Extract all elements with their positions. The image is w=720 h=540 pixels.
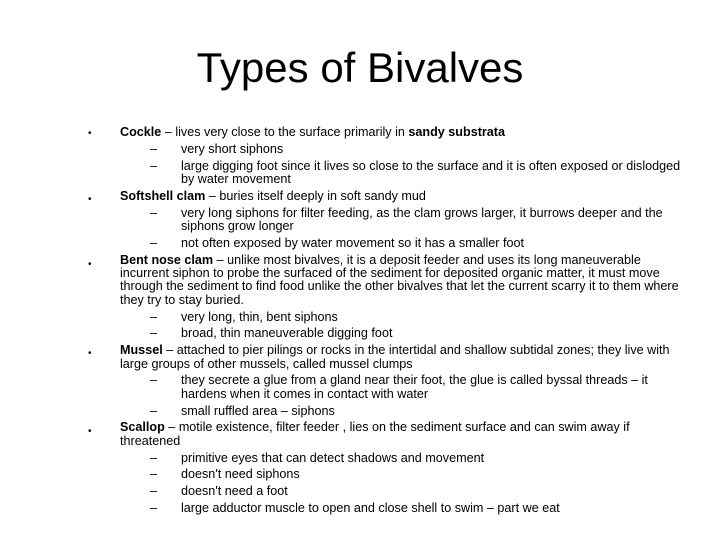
bivalve-list	[120, 126, 685, 519]
sub-item-text: primitive eyes that can detect shadows and movement	[181, 450, 485, 465]
sub-item	[120, 207, 685, 234]
entry-separator: –	[205, 188, 220, 203]
dash-marker: –	[150, 467, 158, 482]
entry-description-bold: sandy substrata	[408, 125, 505, 139]
dash-marker: –	[150, 501, 158, 515]
dash-marker: –	[150, 326, 158, 341]
entry-name: Cockle	[120, 125, 162, 139]
sub-item-text: large digging foot since it lives so close to the surface and it is often exposed or dislodged by water movement	[181, 158, 681, 186]
dash-marker: –	[150, 158, 158, 173]
dash-marker: –	[150, 484, 158, 499]
sub-item	[120, 311, 685, 324]
sub-item-text: broad, thin maneuverable digging foot	[181, 326, 393, 341]
entry-heading	[120, 344, 685, 371]
sub-item-text: very long, thin, bent siphons	[181, 309, 338, 324]
entry-separator: –	[161, 125, 176, 139]
slide-title: Types of Bivalves	[196, 44, 524, 91]
sub-item	[120, 327, 685, 340]
bullet-cockle: •	[88, 128, 92, 139]
sub-item	[120, 143, 685, 156]
bullet-scallop: •	[88, 426, 92, 437]
entry-name: Softshell clam	[120, 188, 206, 203]
bullet-bent-nose-clam: •	[88, 259, 92, 270]
entry-description: buries itself deeply in soft sandy mud	[219, 188, 426, 203]
entry-name: Bent nose clam	[120, 252, 214, 267]
sub-item-text: large adductor muscle to open and close shell to swim – part we eat	[181, 501, 560, 515]
sub-item-text: doesn't need siphons	[181, 467, 300, 482]
sub-item	[120, 452, 685, 465]
entry-heading	[120, 254, 685, 308]
dash-marker: –	[150, 309, 158, 324]
sub-item-text: small ruffled area – siphons	[181, 403, 335, 418]
entry-cockle	[120, 126, 685, 186]
sub-item-text: not often exposed by water movement so it has a smaller foot	[181, 235, 525, 250]
dash-marker: –	[150, 373, 158, 388]
entry-description: attached to pier pilings or rocks in the intertidal and shallow subtidal zones; they live with large groups of other mussels, called mussel clumps	[120, 343, 670, 371]
entry-heading	[120, 126, 685, 139]
entry-separator: –	[164, 420, 179, 435]
dash-marker: –	[150, 403, 158, 418]
sub-item	[120, 374, 685, 401]
dash-marker: –	[150, 450, 158, 465]
sub-item	[120, 468, 685, 481]
sub-item-text: they secrete a glue from a gland near their foot, the glue is called byssal threads – it hardens when it comes in contact with water	[181, 373, 648, 401]
sub-item-text: doesn't need a foot	[181, 484, 288, 499]
entry-mussel	[120, 344, 685, 418]
entry-name: Mussel	[120, 343, 163, 358]
sub-item-text: very long siphons for filter feeding, as the clam grows larger, it burrows deeper and the siphons grow longer	[181, 205, 663, 233]
entry-separator: –	[213, 252, 228, 267]
sub-item-text: very short siphons	[181, 141, 284, 156]
sub-item	[120, 485, 685, 498]
sub-item	[120, 405, 685, 418]
entry-description: motile existence, filter feeder , lies on the sediment surface and can swim away if threatened	[120, 420, 630, 448]
entry-name: Scallop	[120, 420, 165, 435]
entry-separator: –	[162, 343, 177, 358]
entry-softshell-clam	[120, 190, 685, 250]
entry-description: unlike most bivalves, it is a deposit feeder and uses its long maneuverable incurrent siphon to probe the surfaced of the sediment for deposited organic matter, it must move through the sediment to find food unlike the other bivalves that let the current scarry it to them where they try to stay buried.	[120, 252, 679, 307]
bullet-mussel: •	[88, 348, 92, 359]
bullet-softshell-clam: •	[88, 194, 92, 205]
entry-bent-nose-clam	[120, 254, 685, 341]
dash-marker: –	[150, 205, 158, 220]
entry-heading	[120, 190, 685, 203]
sub-item	[120, 502, 685, 515]
sub-item	[120, 160, 685, 187]
entry-description: lives very close to the surface primarily in	[175, 125, 409, 139]
dash-marker: –	[150, 235, 158, 250]
entry-scallop	[120, 421, 685, 515]
entry-heading	[120, 421, 685, 448]
sub-item	[120, 237, 685, 250]
dash-marker: –	[150, 141, 158, 156]
